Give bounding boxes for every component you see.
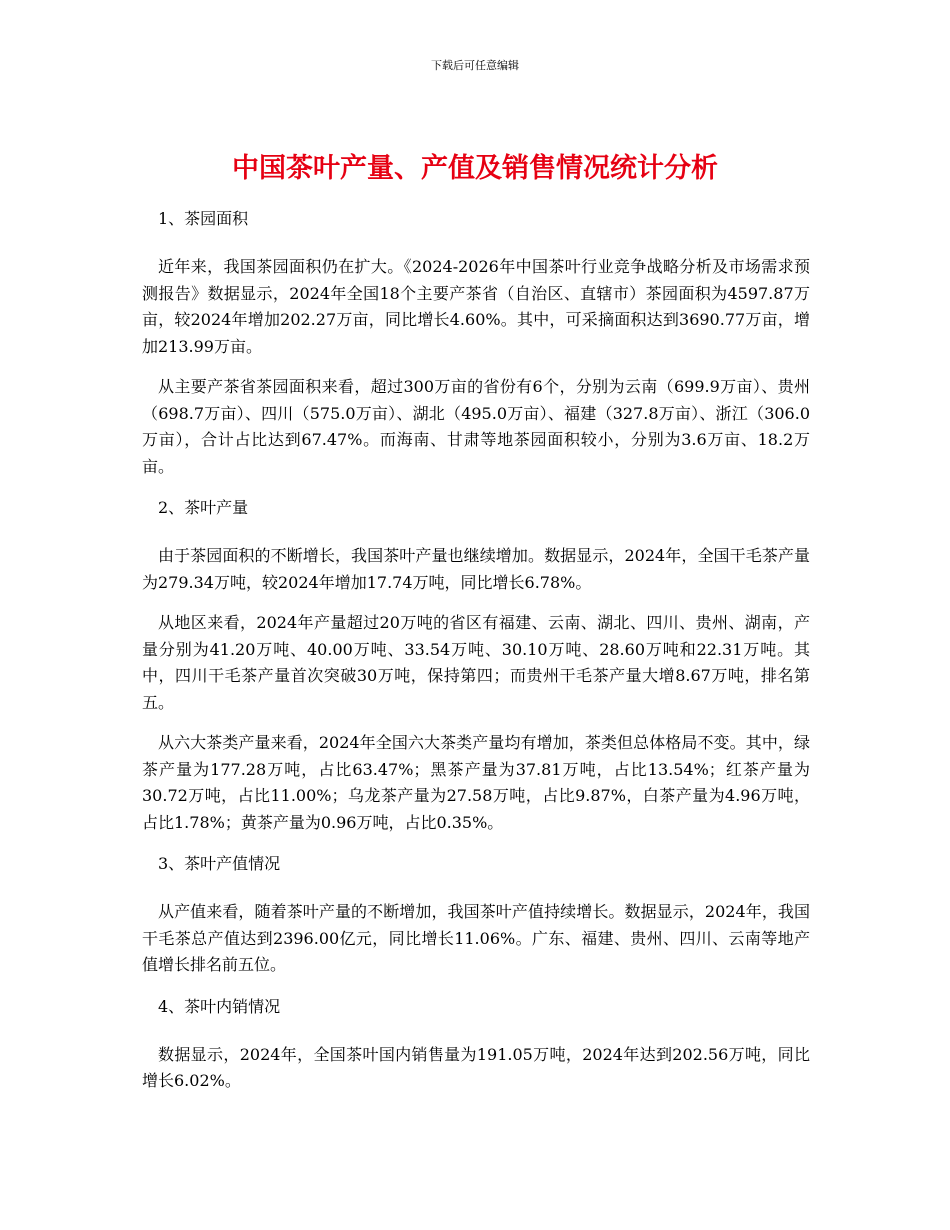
paragraph: 由于茶园面积的不断增长，我国茶叶产量也继续增加。数据显示，2024年，全国干毛茶产量为279.34万吨，较2024年增加17.74万吨，同比增长6.78%。 (142, 546, 810, 592)
paragraph: 数据显示，2024年，全国茶叶国内销售量为191.05万吨，2024年达到202.56万吨，同比增长6.02%。 (142, 1044, 810, 1090)
header-note: 下载后可任意编辑 (431, 59, 519, 72)
section-heading-domestic-sales: 4、茶叶内销情况 (158, 996, 281, 1016)
document-body (142, 205, 810, 1095)
section-heading-tea-output: 2、茶叶产量 (158, 498, 249, 517)
paragraph: 从六大茶类产量来看，2024年全国六大茶类产量均有增加，茶类但总体格局不变。其中，绿茶产量为177.28万吨，占比63.47%；黑茶产量为37.81万吨，占比13.54%；红茶产量为30.72万吨，占比11.00%；乌龙茶产量为27.58万吨，占比9.87%，白茶产量为4.96万吨，占比1.78%；黄茶产量为0.96万吨，占比0.35%。 (142, 733, 810, 832)
document-title: 中国茶叶产量、产值及销售情况统计分析 (232, 153, 718, 184)
paragraph: 从产值来看，随着茶叶产量的不断增加，我国茶叶产值持续增长。数据显示，2024年，我国干毛茶总产值达到2396.00亿元，同比增长11.06%。广东、福建、贵州、四川、云南等地产值增长排名前五位。 (142, 902, 810, 974)
section-heading-tea-garden-area: 1、茶园面积 (158, 209, 249, 228)
paragraph: 从主要产茶省茶园面积来看，超过300万亩的省份有6个，分别为云南（699.9万亩）、贵州（698.7万亩）、四川（575.0万亩）、湖北（495.0万亩）、福建（327.8万亩）、浙江（306.0万亩），合计占比达到67.47%。而海南、甘肃等地茶园面积较小，分别为3.6万亩、18.2万亩。 (142, 377, 810, 476)
paragraph: 从地区来看，2024年产量超过20万吨的省区有福建、云南、湖北、四川、贵州、湖南，产量分别为41.20万吨、40.00万吨、33.54万吨、30.10万吨、28.60万吨和22.31万吨。其中，四川干毛茶产量首次突破30万吨，保持第四；而贵州干毛茶产量大增8.67万吨，排名第五。 (142, 613, 810, 712)
section-heading-tea-output-value: 3、茶叶产值情况 (158, 854, 281, 873)
paragraph: 近年来，我国茶园面积仍在扩大。《2024-2026年中国茶叶行业竞争战略分析及市场需求预测报告》数据显示，2024年全国18个主要产茶省（自治区、直辖市）茶园面积为4597.87万亩，较2024年增加202.27万亩，同比增长4.60%。其中，可采摘面积达到3690.77万亩，增加213.99万亩。 (142, 257, 810, 356)
